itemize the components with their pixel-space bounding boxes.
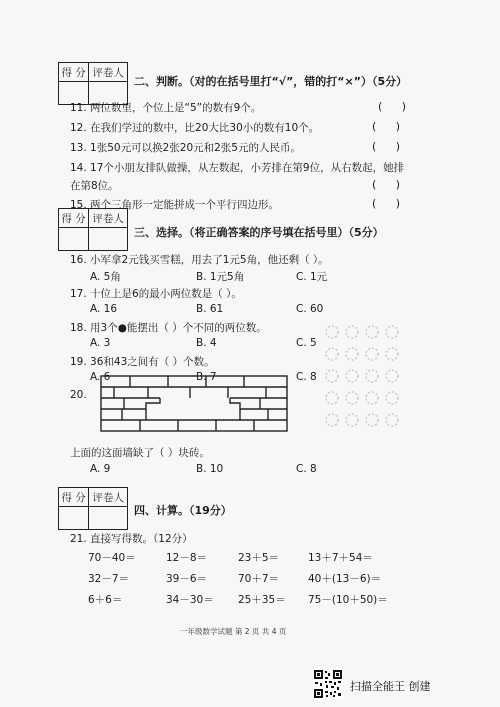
question-15: 15. 两个三角形一定能拼成一个平行四边形。 [70, 199, 280, 211]
option-17-c[interactable]: C. 60 [296, 303, 324, 315]
question-17: 17. 十位上是6的最小两位数是（ ）。 [70, 288, 242, 300]
option-19-b[interactable]: B. 7 [196, 371, 217, 383]
score-box-section4 [58, 487, 128, 530]
option-19-a[interactable]: A. 6 [90, 371, 111, 383]
grader-label: 评卷人 [89, 209, 128, 228]
answer-blank-14[interactable]: ( ) [372, 178, 409, 191]
option-18-a[interactable]: A. 3 [90, 337, 111, 349]
grader-label: 评卷人 [89, 63, 128, 82]
question-14-cont: 在第8位。 [70, 180, 119, 192]
calc-item[interactable]: 70＋7＝ [238, 573, 280, 585]
calc-item[interactable]: 34－30＝ [166, 594, 214, 606]
question-16: 16. 小军拿2元钱买雪糕，用去了1元5角，他还剩（ ）。 [70, 254, 329, 266]
section2-title: 二、判断。（对的在括号里打“√”，错的打“×”）（5分） [134, 75, 408, 88]
answer-blank-12[interactable]: ( ) [372, 120, 409, 133]
section4-title: 四、计算。（19分） [134, 504, 232, 517]
section3-title: 三、选择。（将正确答案的序号填在括号里）（5分） [134, 226, 384, 239]
calc-item[interactable]: 40＋(13－6)＝ [308, 573, 382, 585]
question-19: 19. 36和43之间有（ ）个数。 [70, 356, 215, 368]
score-box-section3 [58, 208, 128, 251]
option-16-a[interactable]: A. 5角 [90, 271, 121, 283]
option-19-c[interactable]: C. 8 [296, 371, 317, 383]
score-label: 得 分 [59, 63, 89, 82]
option-20-c[interactable]: C. 8 [296, 463, 317, 475]
question-12: 12. 在我们学过的数中，比20大比30小的数有10个。 [70, 122, 320, 134]
option-20-a[interactable]: A. 9 [90, 463, 111, 475]
question-13: 13. 1张50元可以换2张20元和2张5元的人民币。 [70, 142, 301, 154]
option-16-b[interactable]: B. 1元5角 [196, 271, 245, 283]
question-14: 14. 17个小朋友排队做操，从左数起，小芳排在第9位，从右数起，她排 [70, 162, 405, 174]
calc-item[interactable]: 32－7＝ [88, 573, 130, 585]
question-21: 21. 直接写得数。（12分） [70, 533, 193, 545]
calc-item[interactable]: 25＋35＝ [238, 594, 286, 606]
calc-item[interactable]: 23＋5＝ [238, 552, 280, 564]
brick-wall-figure [100, 375, 290, 433]
calc-item[interactable]: 70－40＝ [88, 552, 136, 564]
answer-blank-15[interactable]: ( ) [372, 197, 409, 210]
score-label: 得 分 [59, 209, 89, 228]
option-18-b[interactable]: B. 4 [196, 337, 217, 349]
page-footer: 一年级数学试题 第 2 页 共 4 页 [180, 627, 287, 636]
option-18-c[interactable]: C. 5 [296, 337, 317, 349]
answer-blank-11[interactable]: ( ) [378, 100, 415, 113]
calc-item[interactable]: 13＋7＋54＝ [308, 552, 373, 564]
calc-item[interactable]: 39－6＝ [166, 573, 208, 585]
scanner-brand-text: 扫描全能王 创建 [350, 680, 431, 693]
option-20-b[interactable]: B. 10 [196, 463, 224, 475]
qr-code-icon [313, 669, 343, 699]
dot-pattern-figure [318, 318, 438, 438]
score-label: 得 分 [59, 488, 89, 507]
calc-item[interactable]: 75－(10＋50)＝ [308, 594, 388, 606]
option-17-a[interactable]: A. 16 [90, 303, 118, 315]
calc-item[interactable]: 12－8＝ [166, 552, 208, 564]
question-20-num: 20. [70, 389, 87, 401]
question-18: 18. 用3个●能摆出（ ）个不同的两位数。 [70, 322, 267, 334]
question-20-text: 上面的这面墙缺了（ ）块砖。 [70, 447, 210, 459]
question-11: 11. 两位数里，个位上是“5”的数有9个。 [70, 102, 262, 114]
grader-label: 评卷人 [89, 488, 128, 507]
option-16-c[interactable]: C. 1元 [296, 271, 328, 283]
option-17-b[interactable]: B. 61 [196, 303, 224, 315]
calc-item[interactable]: 6＋6＝ [88, 594, 123, 606]
answer-blank-13[interactable]: ( ) [372, 140, 409, 153]
score-box-section2 [58, 62, 128, 105]
